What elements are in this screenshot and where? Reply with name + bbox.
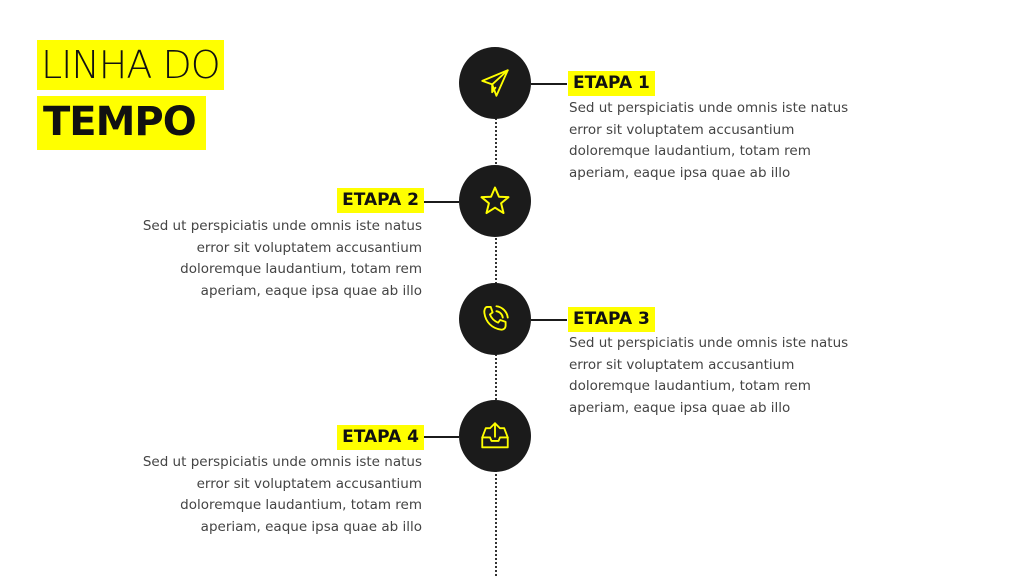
step-3-text: Sed ut perspiciatis unde omnis iste natus error sit voluptatem accusantium doloremque laudantium, totam rem aperiam, eaque ipsa quae ab illo (569, 335, 849, 416)
title-line-2: TEMPO (37, 96, 206, 150)
phone-call-icon (478, 302, 512, 336)
step-2-text: Sed ut perspiciatis unde omnis iste natus error sit voluptatem accusantium doloremque laudantium, totam rem aperiam, eaque ipsa quae ab illo (142, 218, 422, 299)
step-4-connector (423, 436, 459, 438)
step-1-connector (531, 83, 567, 85)
paper-plane-icon (478, 66, 512, 100)
step-3-label: ETAPA 3 (568, 307, 655, 332)
step-2-label: ETAPA 2 (337, 188, 424, 213)
step-2-connector (423, 201, 459, 203)
inbox-upload-icon (478, 419, 512, 453)
step-1-text: Sed ut perspiciatis unde omnis iste natus error sit voluptatem accusantium doloremque laudantium, totam rem aperiam, eaque ipsa quae ab illo (569, 100, 849, 181)
step-4-label: ETAPA 4 (337, 425, 424, 450)
step-1-label: ETAPA 1 (568, 71, 655, 96)
step-3-circle (459, 283, 531, 355)
title-line-1: LINHA DO (37, 40, 224, 90)
step-1-circle (459, 47, 531, 119)
star-icon (478, 184, 512, 218)
step-4-text: Sed ut perspiciatis unde omnis iste natus error sit voluptatem accusantium doloremque laudantium, totam rem aperiam, eaque ipsa quae ab illo (142, 454, 422, 535)
step-3-connector (531, 319, 567, 321)
step-4-circle (459, 400, 531, 472)
step-2-circle (459, 165, 531, 237)
